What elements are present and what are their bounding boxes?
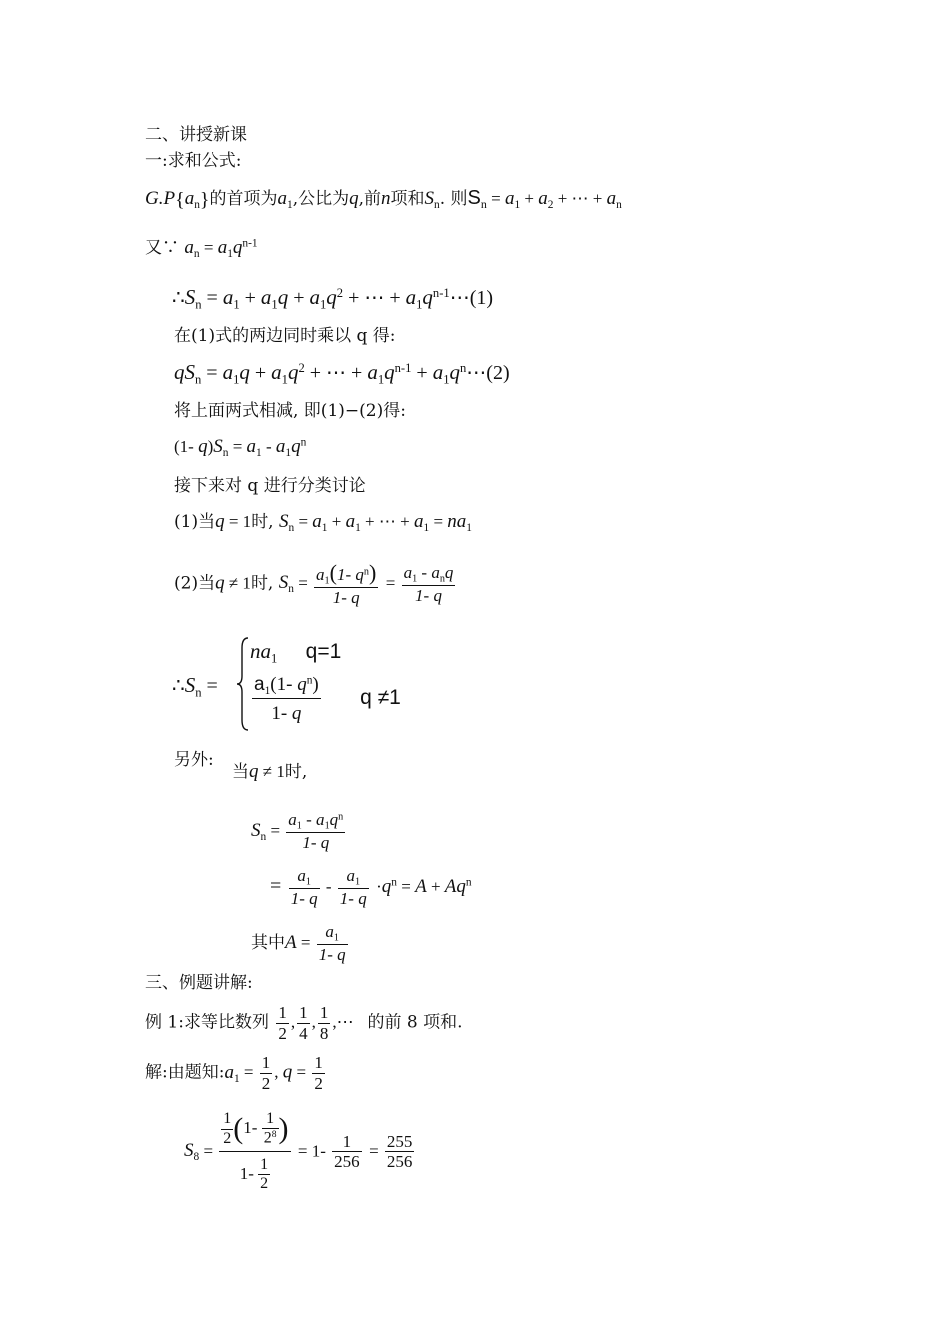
piecewise-case-2: $\frac{a_1(1- q^n)}{1- q}$ q ≠1	[254, 674, 401, 725]
extra-split-line: = $\frac{a_1}{1- q}$ - $\frac{a_1}{1- q}$ $\cdot q^n = A + Aq^n$	[270, 866, 472, 909]
difference-equation: (1- $q)S_n = a_1 - a_1q^n$	[174, 436, 307, 459]
solution-line: 解:由题知$:a_1$ = $\frac{1}{2}$ , q = $\frac{1}{2}$	[145, 1053, 323, 1093]
piecewise-brace	[236, 636, 250, 732]
extra-label: 另外:	[174, 750, 214, 770]
section-title-lecture: 二、讲授新课	[145, 125, 247, 145]
discuss-text: 接下来对 q 进行分类讨论	[174, 476, 366, 496]
piecewise-cond-1: q=1	[305, 640, 342, 663]
piecewise-therefore: $\therefore S_n$ =	[172, 673, 218, 700]
section-title-examples: 三、例题讲解:	[145, 973, 253, 993]
piecewise-cond-2: q ≠1	[360, 685, 401, 709]
example-1-line: 例 1:求等比数列 $\frac{1}{2}$ , $\frac{1}{4}$ , $\frac{1}{8}$ ,⋯ 的前 8 项和.	[145, 1003, 463, 1043]
extra-sn-line: $S_n$ = $\frac{a_1 - a_1q^n}{1- q}$	[251, 810, 344, 853]
sum-equation-1: $\therefore S_n = a_1 + a_1q + a_1q^2$ + ⋯ + $a_1q^{n-1}\cdots(1)$	[172, 285, 494, 312]
formula-intro-line: $G.P\{a_n\}$的首项为$a_1$,公比为q,前n项和$S_n$. 则$S_n = a_1 + a_2$ + ⋯ + $a_n$	[145, 187, 622, 212]
case-q-not-1: (2)当q ≠ 1时, $S_n$ = $\frac{a_1(1- q^n)}{1- q}$ = $a_1 - a_nq$ 1- q	[174, 560, 454, 608]
general-term-line: 又∵ $a_n = a_1q^{n-1}$	[145, 237, 258, 260]
gp-label: G.P	[145, 188, 176, 209]
subtract-step-text: 将上面两式相减, 即(1)−(2)得:	[174, 401, 406, 421]
piecewise-case-1: $na_1$ q=1	[250, 639, 342, 666]
subsection-title-formula: 一:求和公式:	[145, 151, 242, 171]
s8-computation: $S_8$ = $\frac{1}{2}$ (1- $\frac{1}{2^8}$ ) 1- $\frac{1}{2}$ = 1- $\frac{1}{256}$ = $\frac{255}{256}$	[184, 1110, 413, 1193]
extra-where-line: 其中A = $\frac{a_1}{1- q}$	[251, 922, 346, 965]
sum-equation-2: $qS_n = a_1q + a_1q^2$ + ⋯ + $a_1q^{n-1}$ + $a_1q^n\cdots(2)$	[174, 360, 510, 387]
case-q-equals-1: (1)当q = 1时, $S_n = a_1 + a_1$ + ⋯ + $a_1 = na_1$	[174, 511, 472, 534]
extra-condition: 当q ≠ 1时,	[232, 761, 308, 782]
multiply-step-text: 在(1)式的两边同时乘以 q 得:	[174, 326, 396, 346]
